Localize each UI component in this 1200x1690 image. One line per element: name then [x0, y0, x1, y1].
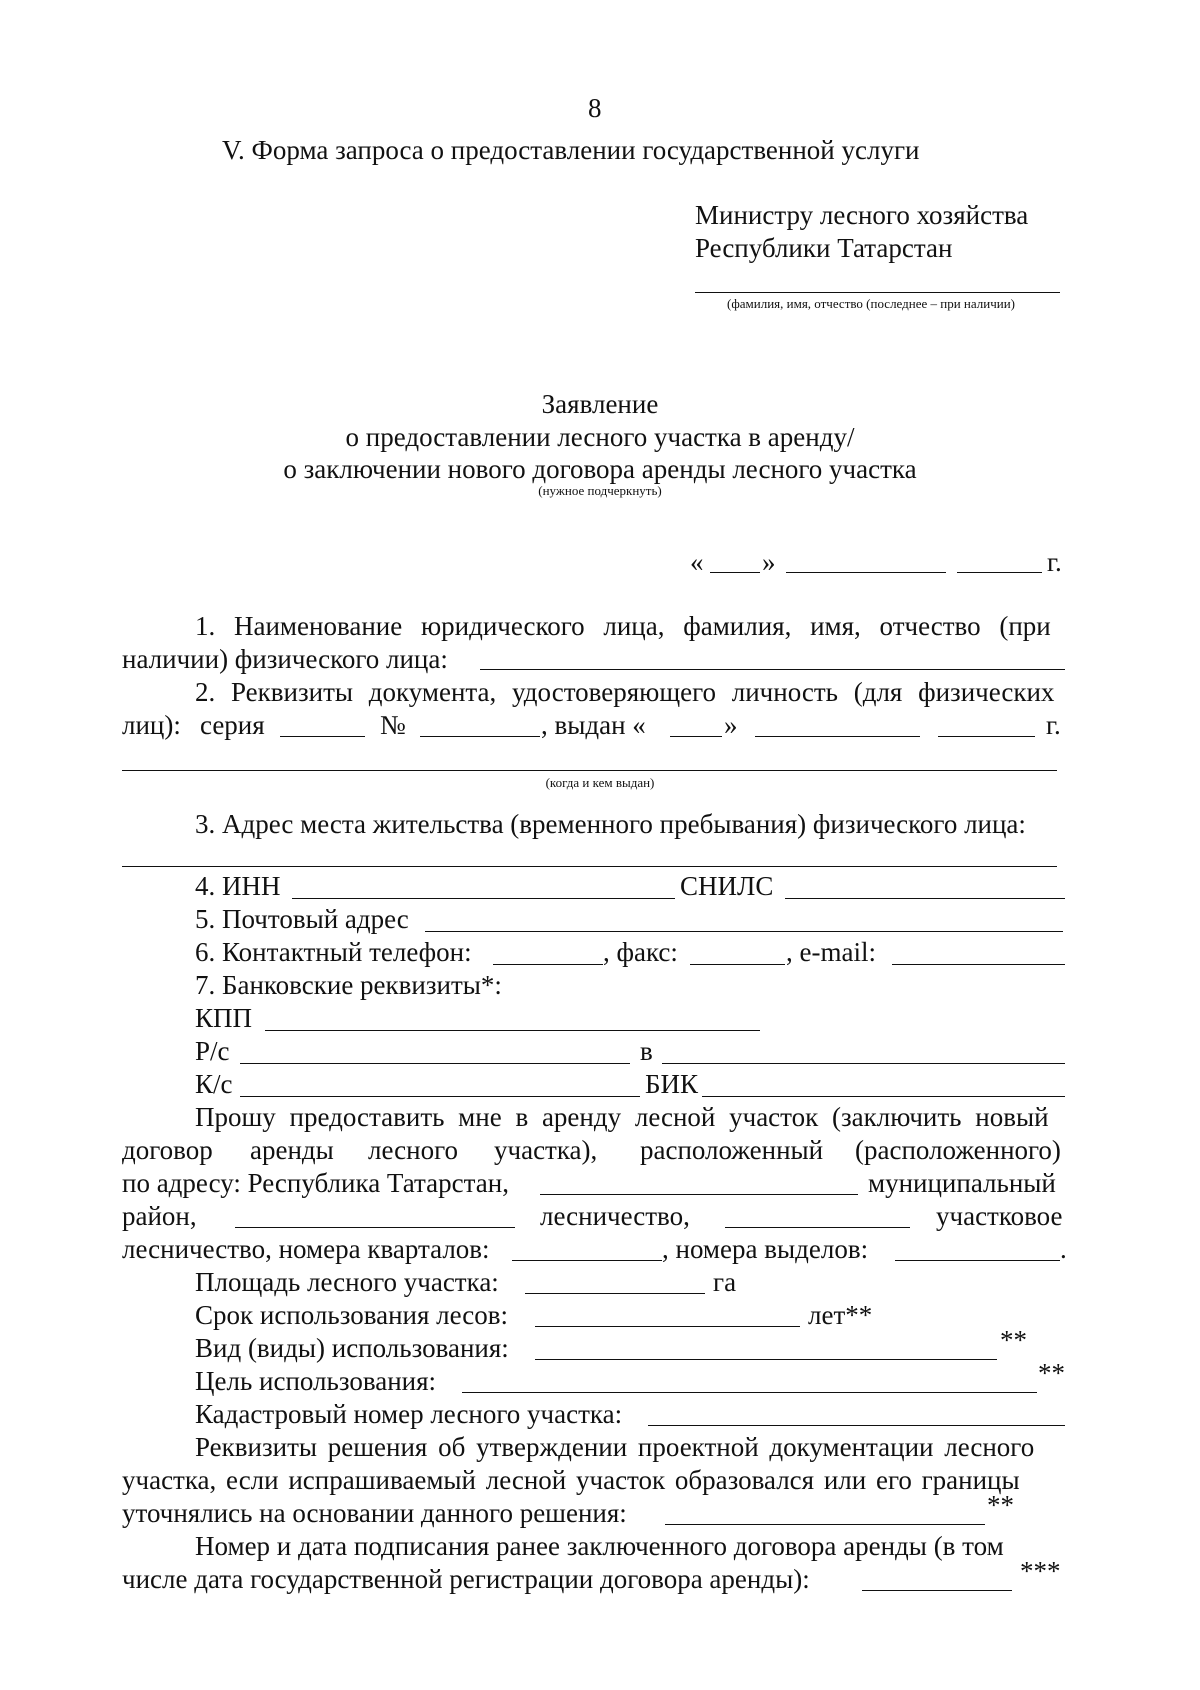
- request-line-2-a: договор: [122, 1135, 213, 1165]
- request-address-blank[interactable]: [540, 1194, 858, 1195]
- request-line-2-c: лесного: [368, 1135, 458, 1165]
- term-unit: лет**: [808, 1300, 873, 1330]
- field-2-lici: лиц):: [122, 710, 181, 740]
- ks-label: К/с: [195, 1069, 233, 1099]
- field-3-label: 3. Адрес места жительства (временного пребывания) физического лица:: [195, 809, 1026, 839]
- field-4-inn: 4. ИНН: [195, 871, 281, 901]
- bik-blank[interactable]: [702, 1096, 1065, 1097]
- ks-blank[interactable]: [240, 1096, 640, 1097]
- field-2-day-blank[interactable]: [670, 736, 722, 737]
- kind-label: Вид (виды) использования:: [195, 1333, 509, 1363]
- field-2-month-blank[interactable]: [755, 736, 920, 737]
- date-year-suffix: г.: [1047, 547, 1062, 577]
- project-line-2: участка, если испрашиваемый лесной участок образовался или его границы: [122, 1465, 1020, 1495]
- page-number: 8: [588, 93, 602, 123]
- purpose-blank[interactable]: [462, 1392, 1037, 1393]
- term-label: Срок использования лесов:: [195, 1300, 509, 1330]
- field-5-label: 5. Почтовый адрес: [195, 904, 409, 934]
- rs-blank[interactable]: [240, 1063, 630, 1064]
- field-6-fax: , факс:: [603, 937, 678, 967]
- field-5-blank[interactable]: [425, 931, 1063, 932]
- purpose-mark: **: [1038, 1358, 1065, 1388]
- request-line-1: Прошу предоставить мне в аренду лесной участок (заключить новый: [195, 1102, 1049, 1132]
- request-district-blank[interactable]: [235, 1227, 515, 1228]
- request-forestry-blank[interactable]: [725, 1227, 910, 1228]
- field-3-blank[interactable]: [122, 866, 1057, 867]
- field-2-seria: серия: [200, 710, 265, 740]
- field-2-issued-caption: (когда и кем выдан): [545, 775, 655, 790]
- statement-note: (нужное подчеркнуть): [538, 483, 662, 498]
- field-2-number-blank[interactable]: [420, 736, 540, 737]
- request-line-3-b: муниципальный: [868, 1168, 1056, 1198]
- request-line-5-c: .: [1060, 1234, 1067, 1264]
- field-6-email: , e-mail:: [786, 937, 876, 967]
- request-line-2-d: участка),: [494, 1135, 598, 1165]
- field-2-series-blank[interactable]: [280, 736, 365, 737]
- date-open-quote: «: [690, 547, 704, 577]
- rs-label: Р/с: [195, 1036, 230, 1066]
- kpp-label: КПП: [195, 1003, 253, 1033]
- field-2-issued-blank[interactable]: [122, 770, 1057, 771]
- cadastral-label: Кадастровый номер лесного участка:: [195, 1399, 623, 1429]
- field-2-line-1: 2. Реквизиты документа, удостоверяющего личность (для физических: [195, 677, 1055, 707]
- date-close-quote: »: [762, 547, 776, 577]
- date-year-blank[interactable]: [957, 572, 1042, 573]
- field-6-phone-blank[interactable]: [493, 964, 603, 965]
- addressee-line-1: Министру лесного хозяйства: [695, 200, 1029, 230]
- project-line-3: уточнялись на основании данного решения:: [122, 1498, 627, 1528]
- field-2-year-blank[interactable]: [938, 736, 1035, 737]
- contract-mark: ***: [1020, 1556, 1061, 1586]
- request-line-2-e: расположенный: [640, 1135, 824, 1165]
- request-sections-blank[interactable]: [895, 1260, 1060, 1261]
- date-day-blank[interactable]: [710, 572, 760, 573]
- request-line-3-a: по адресу: Республика Татарстан,: [122, 1168, 509, 1198]
- statement-title: Заявление: [541, 389, 659, 419]
- field-2-vydan: , выдан «: [541, 710, 646, 740]
- bik-label: БИК: [645, 1069, 699, 1099]
- statement-line-2: о предоставлении лесного участка в аренду/: [345, 422, 855, 452]
- field-6-email-blank[interactable]: [892, 964, 1065, 965]
- area-blank[interactable]: [525, 1293, 705, 1294]
- request-line-2-f: (расположенного): [855, 1135, 1061, 1165]
- field-4-snils: СНИЛС: [680, 871, 774, 901]
- cadastral-blank[interactable]: [648, 1425, 1065, 1426]
- contract-blank[interactable]: [862, 1590, 1012, 1591]
- statement-line-3: о заключении нового договора аренды лесного участка: [283, 454, 917, 484]
- field-6-phone: 6. Контактный телефон:: [195, 937, 472, 967]
- field-1-blank[interactable]: [480, 669, 1065, 670]
- request-line-5-a: лесничество, номера кварталов:: [122, 1234, 490, 1264]
- field-2-number-sign: №: [380, 710, 406, 740]
- field-6-fax-blank[interactable]: [690, 964, 785, 965]
- field-1-line-1: 1. Наименование юридического лица, фамилия, имя, отчество (при: [195, 611, 1051, 641]
- contract-line-2: числе дата государственной регистрации договора аренды):: [122, 1564, 810, 1594]
- project-line-1: Реквизиты решения об утверждении проектной документации лесного: [195, 1432, 1035, 1462]
- field-7-label: 7. Банковские реквизиты*:: [195, 970, 502, 1000]
- purpose-label: Цель использования:: [195, 1366, 437, 1396]
- term-blank[interactable]: [535, 1326, 800, 1327]
- field-4-inn-blank[interactable]: [292, 898, 675, 899]
- section-title: V. Форма запроса о предоставлении государственной услуги: [222, 135, 920, 165]
- addressee-name-caption: (фамилия, имя, отчество (последнее – при наличии): [727, 296, 1015, 311]
- addressee-name-blank[interactable]: [695, 292, 1060, 293]
- area-unit: га: [713, 1267, 737, 1297]
- bank-name-blank[interactable]: [662, 1063, 1065, 1064]
- field-1-line-2: наличии) физического лица:: [122, 644, 448, 674]
- kind-mark: **: [1000, 1325, 1027, 1355]
- date-month-blank[interactable]: [786, 572, 946, 573]
- kind-blank[interactable]: [535, 1359, 997, 1360]
- request-line-5-b: , номера выделов:: [662, 1234, 869, 1264]
- request-line-2-b: аренды: [250, 1135, 334, 1165]
- addressee-line-2: Республики Татарстан: [695, 233, 953, 263]
- request-line-4-c: участковое: [936, 1201, 1063, 1231]
- request-line-4-b: лесничество,: [540, 1201, 690, 1231]
- request-quarters-blank[interactable]: [512, 1260, 662, 1261]
- field-4-snils-blank[interactable]: [785, 898, 1065, 899]
- bank-v-label: в: [640, 1036, 653, 1066]
- project-blank[interactable]: [665, 1524, 985, 1525]
- contract-line-1: Номер и дата подписания ранее заключенного договора аренды (в том: [195, 1531, 1004, 1561]
- project-mark: **: [987, 1490, 1014, 1520]
- request-line-4-a: район,: [122, 1201, 197, 1231]
- field-2-close-quote: »: [724, 710, 738, 740]
- area-label: Площадь лесного участка:: [195, 1267, 499, 1297]
- field-2-year-suffix: г.: [1046, 710, 1061, 740]
- kpp-blank[interactable]: [265, 1030, 760, 1031]
